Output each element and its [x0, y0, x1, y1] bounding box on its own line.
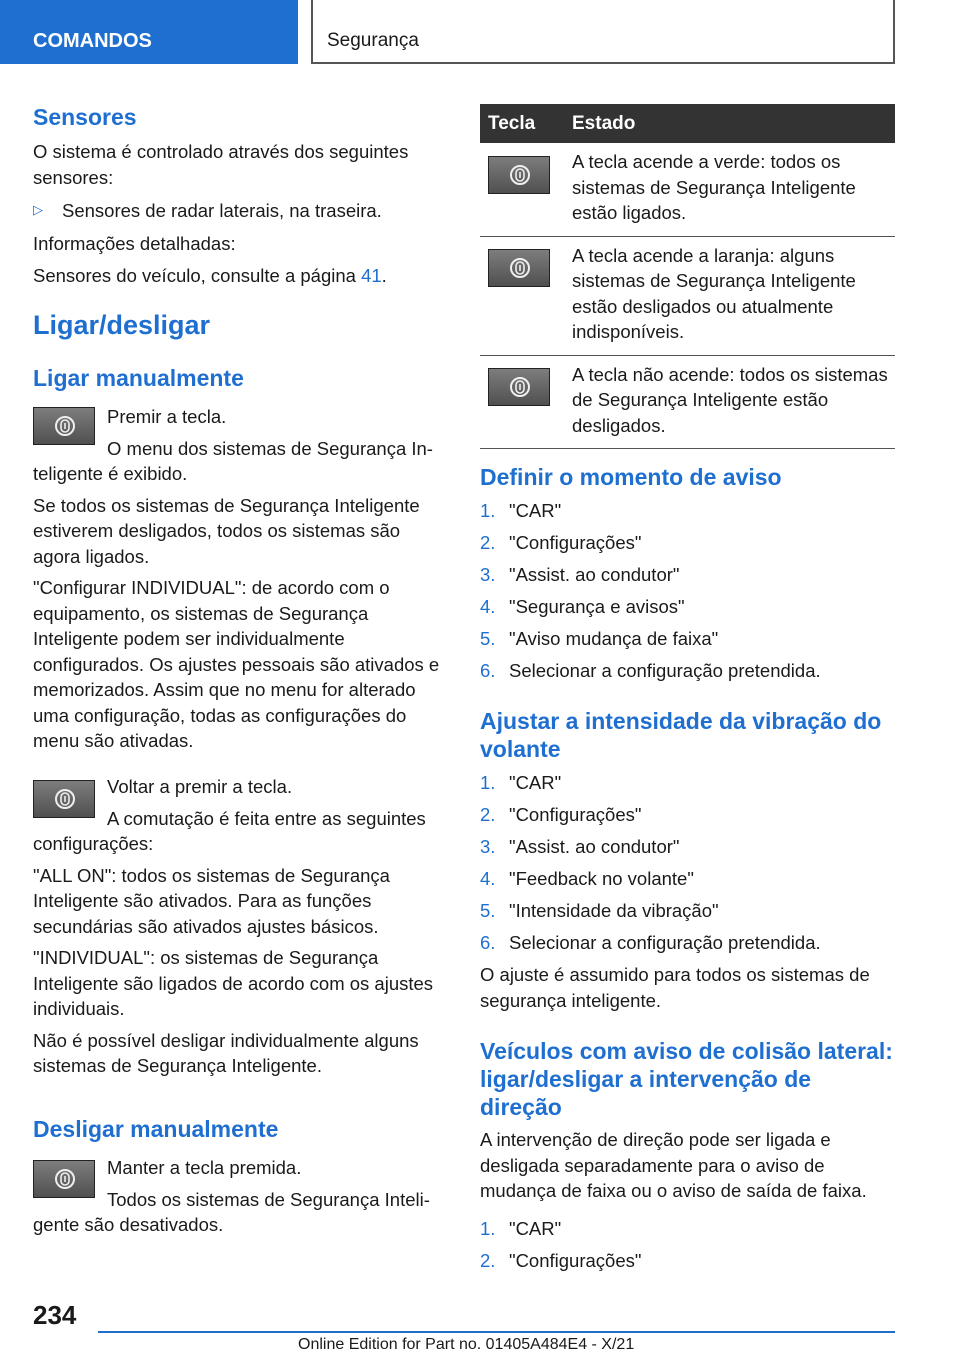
key-cell — [480, 355, 564, 449]
list-item: Selecionar a configuração pretendida. — [509, 660, 821, 681]
key-state-table — [480, 104, 895, 449]
section-label: COMANDOS — [33, 30, 152, 52]
assist-key-icon — [488, 249, 550, 287]
heading-colisao-lateral: Veículos com aviso de colisão lateral: ligar/desligar a intervenção de direção — [480, 1038, 893, 1120]
assist-key-icon — [33, 407, 95, 445]
list-item: "Aviso mudança de faixa" — [509, 628, 719, 649]
again-text-b: configurações: — [33, 833, 154, 854]
chapter-label: Segurança — [327, 30, 419, 51]
table-row — [480, 355, 895, 449]
step-number: 6. — [480, 660, 496, 681]
list-item: "Segurança e avisos" — [509, 596, 685, 617]
manual-text-c: Se todos os sistemas de Segurança Inteligente estiverem desligados, todos os sistemas são agora ligados. — [33, 494, 420, 567]
assist-key-icon — [488, 156, 550, 194]
assist-key-icon — [488, 368, 550, 406]
table-header-row — [480, 104, 895, 143]
table-row — [480, 236, 895, 355]
list-item: "Configurações" — [509, 532, 642, 553]
manual-text-b: teligente é exibido. — [33, 463, 188, 484]
step-number: 4. — [480, 596, 496, 617]
manual-text-d: "Configurar INDIVIDUAL": de acordo com o equipamento, os sistemas de Segurança Inteligente podem ser individualmente configurados. Os ajustes pessoais são ativados e memorizados. Assim que no menu for alterado uma configuração, todas as configurações do menu são ativadas. — [33, 577, 440, 751]
again-body — [33, 831, 448, 1079]
step-number: 2. — [480, 804, 496, 825]
list-item: Selecionar a configuração pretendida. — [509, 932, 821, 953]
heading-intensidade-vibracao: Ajustar a intensidade da vibração do volante — [480, 708, 882, 762]
heading-definir-aviso: Definir o momento de aviso — [480, 464, 782, 490]
list-item: "Assist. ao condutor" — [509, 836, 680, 857]
triangle-bullet-icon: ▷ — [33, 202, 43, 217]
step-number: 2. — [480, 532, 496, 553]
off-text-a: Todos os sistemas de Segurança Inteli- — [107, 1189, 430, 1210]
aviso-steps-list — [480, 498, 895, 690]
step-number: 2. — [480, 1250, 496, 1271]
manual-text-a: O menu dos sistemas de Segurança In- — [107, 438, 433, 459]
step-number: 1. — [480, 1218, 496, 1239]
sensores-text: O sistema é controlado através dos seguintes sensores: — [33, 141, 409, 188]
colisao-steps-list — [480, 1216, 895, 1276]
list-item: "CAR" — [509, 772, 562, 793]
list-item: "CAR" — [509, 1218, 562, 1239]
list-item: "CAR" — [509, 500, 562, 521]
heading-desligar-manualmente: Desligar manualmente — [33, 1116, 279, 1142]
state-cell: A tecla acende a verde: todos os sistemas de Segurança Inteligente estão ligados. — [564, 143, 895, 236]
list-item: "Feedback no volante" — [509, 868, 694, 889]
heading-ligar-manualmente: Ligar manualmente — [33, 365, 244, 391]
off-text-b: gente são desativados. — [33, 1214, 224, 1235]
list-item: "Configurações" — [509, 1250, 642, 1271]
ref-text: Sensores do veículo, consulte a página — [33, 265, 362, 286]
key-cell — [480, 143, 564, 236]
step-number: 6. — [480, 932, 496, 953]
sensores-info: Informações detalhadas: — [33, 232, 236, 254]
page-number: 234 — [33, 1300, 77, 1330]
step-number: 5. — [480, 900, 496, 921]
again-text-e: Não é possível desligar individualmente alguns sistemas de Segurança Inteligente. — [33, 1029, 419, 1076]
list-item: "Intensidade da vibração" — [509, 900, 719, 921]
footer-divider — [98, 1331, 895, 1333]
ref-end: . — [381, 265, 387, 286]
table-row — [480, 143, 895, 236]
step-number: 3. — [480, 564, 496, 585]
page-link[interactable]: 41 — [361, 265, 382, 286]
again-text-d: "INDIVIDUAL": os sistemas de Segurança Inteligente são ligados de acordo com os ajustes individuais. — [33, 947, 434, 1019]
list-item: "Assist. ao condutor" — [509, 564, 680, 585]
state-cell: A tecla não acende: todos os sistemas de Segurança Inteligente estão desligados. — [564, 355, 895, 449]
chapter-tab — [311, 0, 895, 64]
vibr-note: O ajuste é assumido para todos os sistemas de segurança inteligente. — [480, 964, 870, 1011]
sensores-reference — [33, 263, 448, 289]
left-column — [33, 103, 448, 289]
manual-body — [33, 461, 448, 754]
vibr-steps-list — [480, 770, 895, 962]
list-item: "Configurações" — [509, 804, 642, 825]
step-number: 1. — [480, 500, 496, 521]
step-number: 3. — [480, 836, 496, 857]
off-step: Manter a tecla premida. — [107, 1157, 302, 1178]
step-number: 4. — [480, 868, 496, 889]
section-tab — [0, 0, 298, 64]
col-key-header: Tecla — [480, 104, 564, 143]
col-state-header: Estado — [564, 104, 895, 143]
state-cell: A tecla acende a laranja: alguns sistemas de Segurança Inteligente estão desligados ou atualmente indisponíveis. — [564, 236, 895, 355]
manual-step: Premir a tecla. — [107, 406, 227, 427]
again-step: Voltar a premir a tecla. — [107, 776, 293, 797]
colisao-text: A intervenção de direção pode ser ligada e desligada separadamente para o aviso de mudança de faixa ou o aviso de saída de faixa. — [480, 1129, 867, 1201]
assist-key-icon — [33, 1160, 95, 1198]
heading-ligar-desligar: Ligar/desligar — [33, 310, 211, 340]
footer-edition: Online Edition for Part no. 01405A484E4 - X/21 — [298, 1336, 635, 1353]
again-text-c: "ALL ON": todos os sistemas de Segurança Inteligente são ativados. Para as funções secundárias são ativados ajustes básicos. — [33, 864, 390, 937]
key-cell — [480, 236, 564, 355]
sensores-bullet-text: Sensores de radar laterais, na traseira. — [62, 200, 382, 221]
step-number: 1. — [480, 772, 496, 793]
step-number: 5. — [480, 628, 496, 649]
heading-sensores: Sensores — [33, 104, 137, 130]
assist-key-icon — [33, 780, 95, 818]
again-text-a: A comutação é feita entre as seguintes — [107, 808, 426, 829]
sensores-list-item — [33, 198, 448, 224]
